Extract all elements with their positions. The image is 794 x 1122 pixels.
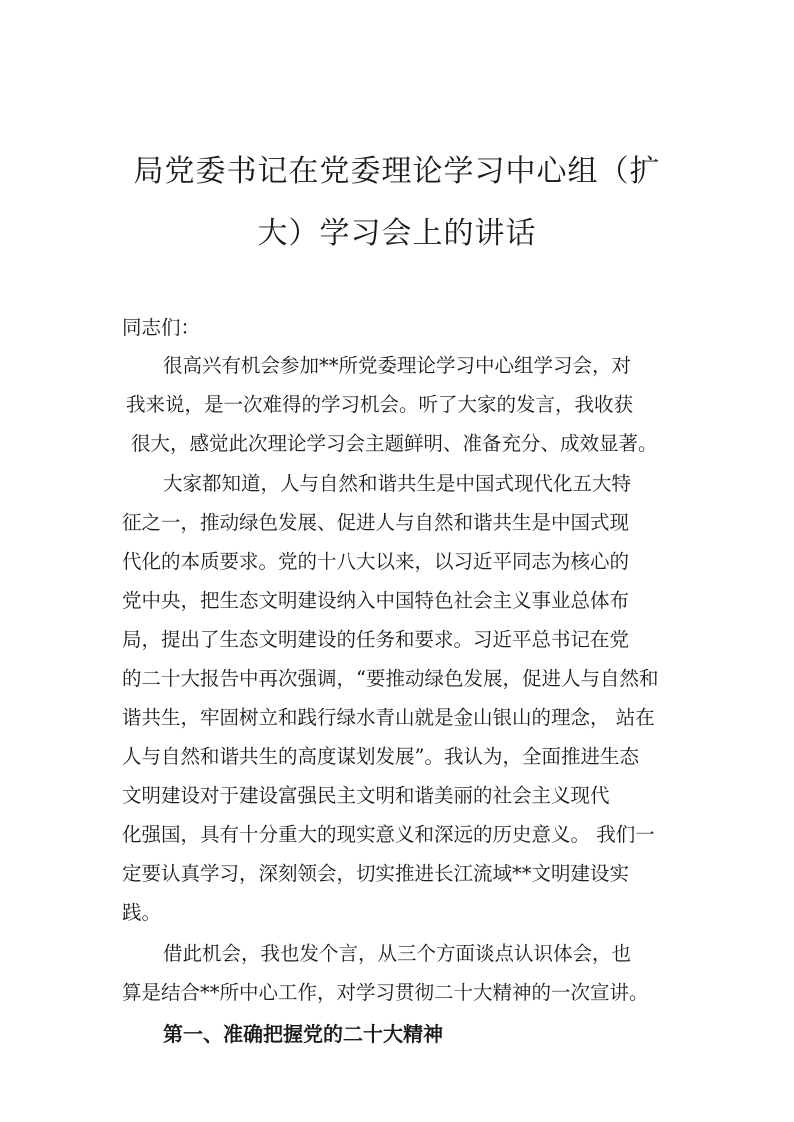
paragraph-2-line: 代化的本质要求。党的十八大以来，以习近平同志为核心的 [122, 550, 630, 573]
paragraph-1-line: 我来说，是一次难得的学习机会。听了大家的发言，我收获 [126, 393, 634, 416]
salutation: 同志们： [122, 316, 201, 339]
paragraph-1-line: 很高兴有机会参加**所党委理论学习中心组学习会，对 [163, 354, 632, 377]
paragraph-2-line: 征之一，推动绿色发展、促进人与自然和谐共生是中国式现 [122, 511, 630, 534]
paragraph-2-line: 局，提出了生态文明建设的任务和要求。习近平总书记在党 [122, 628, 630, 651]
paragraph-2-line: 化强国，具有十分重大的现实意义和深远的历史意义。 我们一 [122, 823, 655, 846]
paragraph-2-line: 党中央，把生态文明建设纳入中国特色社会主义事业总体布 [122, 589, 630, 612]
paragraph-2-line: 定要认真学习，深刻领会，切实推进长江流域**文明建设实 [122, 862, 630, 885]
document-title-line-1: 局党委书记在党委理论学习中心组（扩 [133, 154, 661, 189]
paragraph-2-line: 的二十大报告中再次强调，“要推动绿色发展，促进人与自然和 [122, 667, 659, 690]
paragraph-2-line: 践。 [122, 901, 162, 924]
paragraph-2-line: 文明建设对于建设富强民主文明和谐美丽的社会主义现代 [122, 784, 610, 807]
paragraph-2-line: 谐共生，牢固树立和践行绿水青山就是金山银山的理念， 站在 [122, 706, 655, 729]
paragraph-2-line: 人与自然和谐共生的高度谋划发展”。我认为，全面推进生态 [122, 745, 639, 768]
paragraph-2-line: 大家都知道，人与自然和谐共生是中国式现代化五大特 [163, 472, 632, 495]
document-title-line-2: 大）学习会上的讲话 [257, 216, 537, 251]
section-heading: 第一、准确把握党的二十大精神 [163, 1022, 443, 1046]
paragraph-1-line: 很大，感觉此次理论学习会主题鲜明、准备充分、成效显著。 [131, 432, 658, 455]
paragraph-3-line: 借此机会，我也发个言，从三个方面谈点认识体会，也 [163, 942, 632, 965]
paragraph-3-line: 算是结合**所中心工作，对学习贯彻二十大精神的一次宣讲。 [122, 981, 649, 1004]
